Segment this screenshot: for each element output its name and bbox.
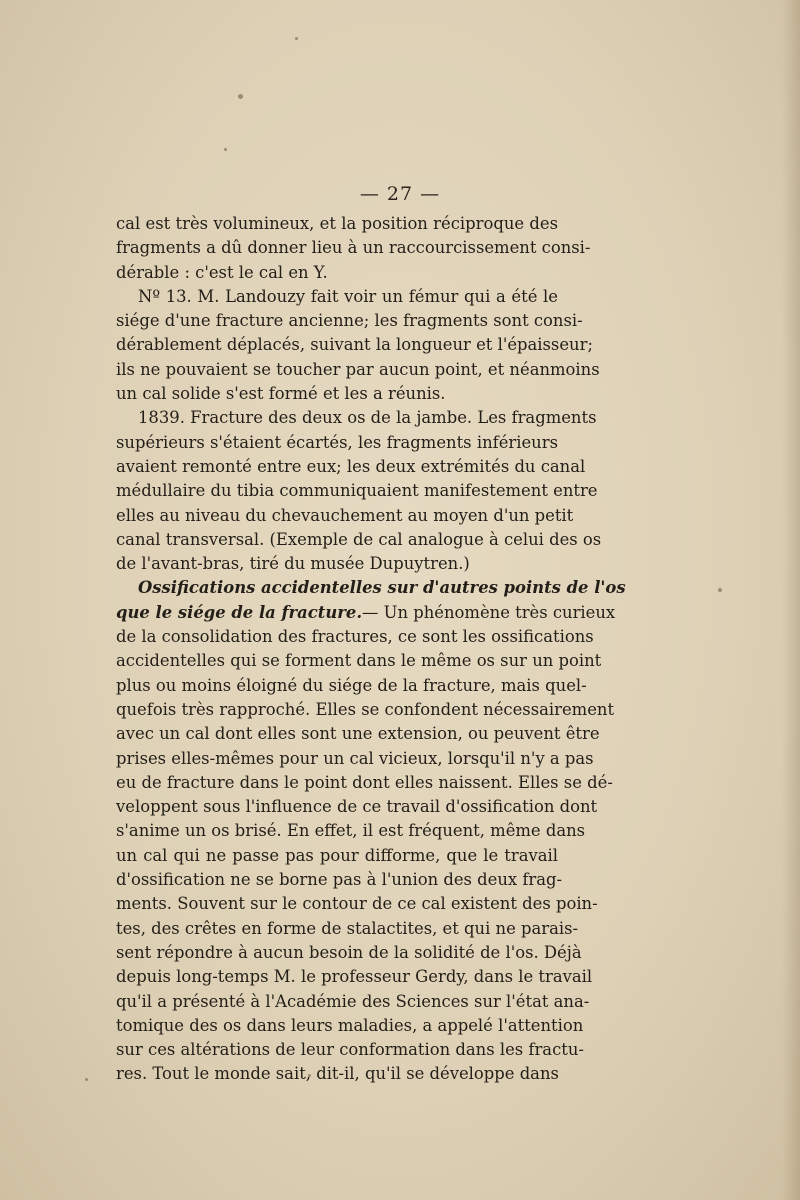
text-line: avaient remonté entre eux; les deux extrémités du canal (116, 456, 586, 476)
text-line: tomique des os dans leurs maladies, a appelé l'attention (116, 1015, 584, 1035)
text-line: avec un cal dont elles sont une extension, ou peuvent être (116, 724, 600, 744)
text-line: canal transversal. (Exemple de cal analogue à celui des os (116, 529, 602, 549)
text-line: veloppent sous l'influence de ce travail d'ossification dont (116, 797, 598, 817)
paper-speck (224, 148, 227, 151)
text-line: de l'avant-bras, tiré du musée Dupuytren.) (116, 554, 470, 574)
paper-speck (295, 37, 298, 40)
paper-speck (718, 588, 722, 592)
text-line: sent répondre à aucun besoin de la solidité de l'os. Déjà (116, 942, 582, 962)
text-line: sur ces altérations de leur conformation dans les fractu- (116, 1040, 584, 1060)
paper-speck (238, 94, 243, 99)
text-line: qu'il a présenté à l'Académie des Sciences sur l'état ana- (116, 991, 590, 1011)
text-line: dérable : c'est le cal en Y. (116, 262, 328, 282)
text-line: de la consolidation des fractures, ce sont les ossifications (116, 627, 594, 647)
section-heading: Ossifications accidentelles sur d'autres points de l'os (138, 578, 626, 598)
body-text (116, 212, 626, 1087)
text-line: 1839. Fracture des deux os de la jambe. Les fragments (138, 408, 597, 428)
text-line: eu de fracture dans le point dont elles naissent. Elles se dé- (116, 772, 613, 792)
text-line: d'ossification ne se borne pas à l'union des deux frag- (116, 870, 563, 890)
text-line: elles au niveau du chevauchement au moyen d'un petit (116, 505, 574, 525)
text-line: accidentelles qui se forment dans le même os sur un point (116, 651, 602, 671)
section-heading-continued: que le siége de la fracture. (116, 602, 363, 622)
page-number: — 27 — (359, 183, 441, 205)
text-line (116, 601, 616, 625)
page-fold-shadow (782, 0, 800, 1200)
text-line: Nº 13. M. Landouzy fait voir un fémur qui a été le (138, 286, 558, 306)
text-line: ils ne pouvaient se toucher par aucun point, et néanmoins (116, 359, 600, 379)
text-line: siége d'une fracture ancienne; les fragments sont consi- (116, 311, 583, 331)
text-line: plus ou moins éloigné du siége de la fracture, mais quel- (116, 675, 587, 695)
text-line: un cal qui ne passe pas pour difforme, que le travail (116, 845, 558, 865)
text-line (116, 576, 626, 600)
text-line: quefois très rapproché. Elles se confondent nécessairement (116, 699, 615, 719)
text-line: médullaire du tibia communiquaient manifestement entre (116, 481, 598, 501)
text-line: tes, des crêtes en forme de stalactites, et qui ne parais- (116, 918, 579, 938)
text-line: ments. Souvent sur le contour de ce cal existent des poin- (116, 894, 598, 914)
text-line: supérieurs s'étaient écartés, les fragments inférieurs (116, 432, 558, 452)
text-line: depuis long-temps M. le professeur Gerdy, dans le travail (116, 967, 593, 987)
text-line: dérablement déplacés, suivant la longueur et l'épaisseur; (116, 335, 593, 355)
text-line: res. Tout le monde sait, dit-il, qu'il se développe dans (116, 1064, 559, 1084)
text-line: s'anime un os brisé. En effet, il est fréquent, même dans (116, 821, 586, 841)
text-line: un cal solide s'est formé et les a réunis. (116, 384, 446, 404)
text-line: prises elles-mêmes pour un cal vicieux, lorsqu'il n'y a pas (116, 748, 594, 768)
text-line: fragments a dû donner lieu à un raccourcissement consi- (116, 238, 591, 258)
text-line: cal est très volumineux, et la position réciproque des (116, 214, 558, 233)
text-run: — Un phénomène très curieux (362, 602, 616, 622)
paper-speck (85, 1078, 88, 1081)
